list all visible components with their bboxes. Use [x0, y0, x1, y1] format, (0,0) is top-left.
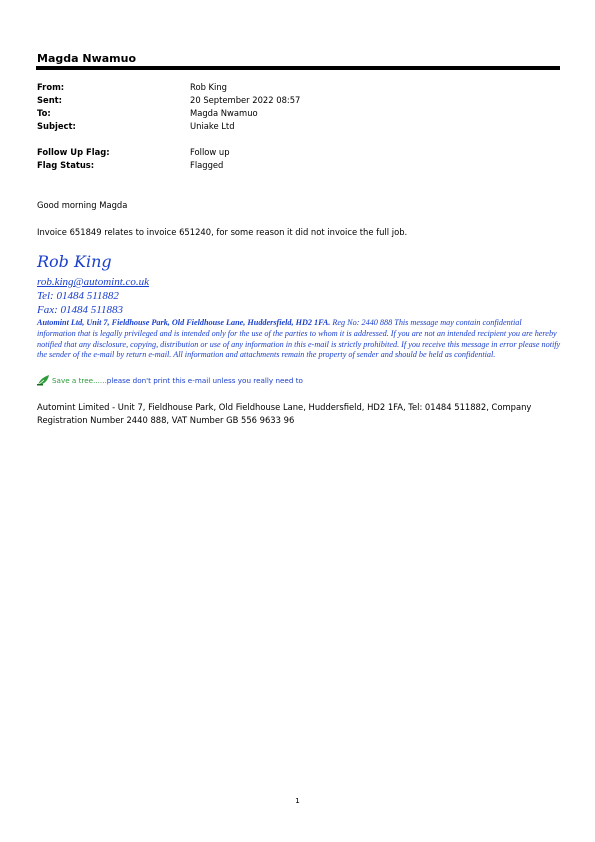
header-label-subject: Subject:: [37, 121, 76, 131]
mailbox-owner-name: Magda Nwamuo: [37, 52, 137, 65]
signature-tel: Tel: 01484 511882: [37, 290, 119, 302]
signature-fax: Fax: 01484 511883: [37, 304, 123, 316]
header-divider: [36, 66, 560, 70]
page-number: 1: [295, 796, 300, 805]
tree-leaf-icon: [37, 374, 50, 386]
flag-label-status: Flag Status:: [37, 160, 95, 170]
header-value-subject: Uniake Ltd: [190, 121, 235, 131]
header-label-to: To:: [37, 108, 51, 118]
greeting: Good morning Magda: [37, 200, 128, 210]
save-tree-notice: [37, 374, 303, 386]
header-label-sent: Sent:: [37, 95, 63, 105]
message-body: Invoice 651849 relates to invoice 651240, for some reason it did not invoice the full job.: [37, 227, 408, 237]
flag-value-status: Flagged: [190, 160, 224, 170]
company-footer: Automint Limited - Unit 7, Fieldhouse Park, Old Fieldhouse Lane, Huddersfield, HD2 1FA, Tel: 01484 511882, Company Registration Number 2440 888, VAT Number GB 556 9633 96: [37, 402, 532, 426]
header-value-sent: 20 September 2022 08:57: [190, 95, 301, 105]
signature-name: Rob King: [37, 252, 112, 271]
disclaimer-text: Reg No: 2440 888 This message may contain confidential information that is legally privileged and is intended only for the use of the parties to whom it is addressed. If you are not an intended recipient you are hereby notified that any disclosure, copying, distribution or use of any information in this e-mail is strictly prohibited. If you receive this message in error please notify the sender of the e-mail by return e-mail. All information and attachments remain the property of sender and should be held as confidential.: [37, 318, 561, 360]
flag-label-follow-up: Follow Up Flag:: [37, 147, 110, 157]
save-tree-text: Save a tree......: [52, 375, 107, 385]
disclaimer-company: Automint Ltd, Unit 7, Fieldhouse Park, Old Fieldhouse Lane, Huddersfield, HD2 1FA.: [37, 318, 331, 327]
save-tree-rest: please don't print this e-mail unless you really need to: [106, 375, 303, 385]
header-value-to: Magda Nwamuo: [190, 108, 258, 118]
signature-email-link[interactable]: rob.king@automint.co.uk: [37, 276, 150, 288]
header-value-from: Rob King: [190, 82, 227, 92]
flag-value-follow-up: Follow up: [190, 147, 230, 157]
header-label-from: From:: [37, 82, 65, 92]
legal-disclaimer: [37, 318, 562, 361]
